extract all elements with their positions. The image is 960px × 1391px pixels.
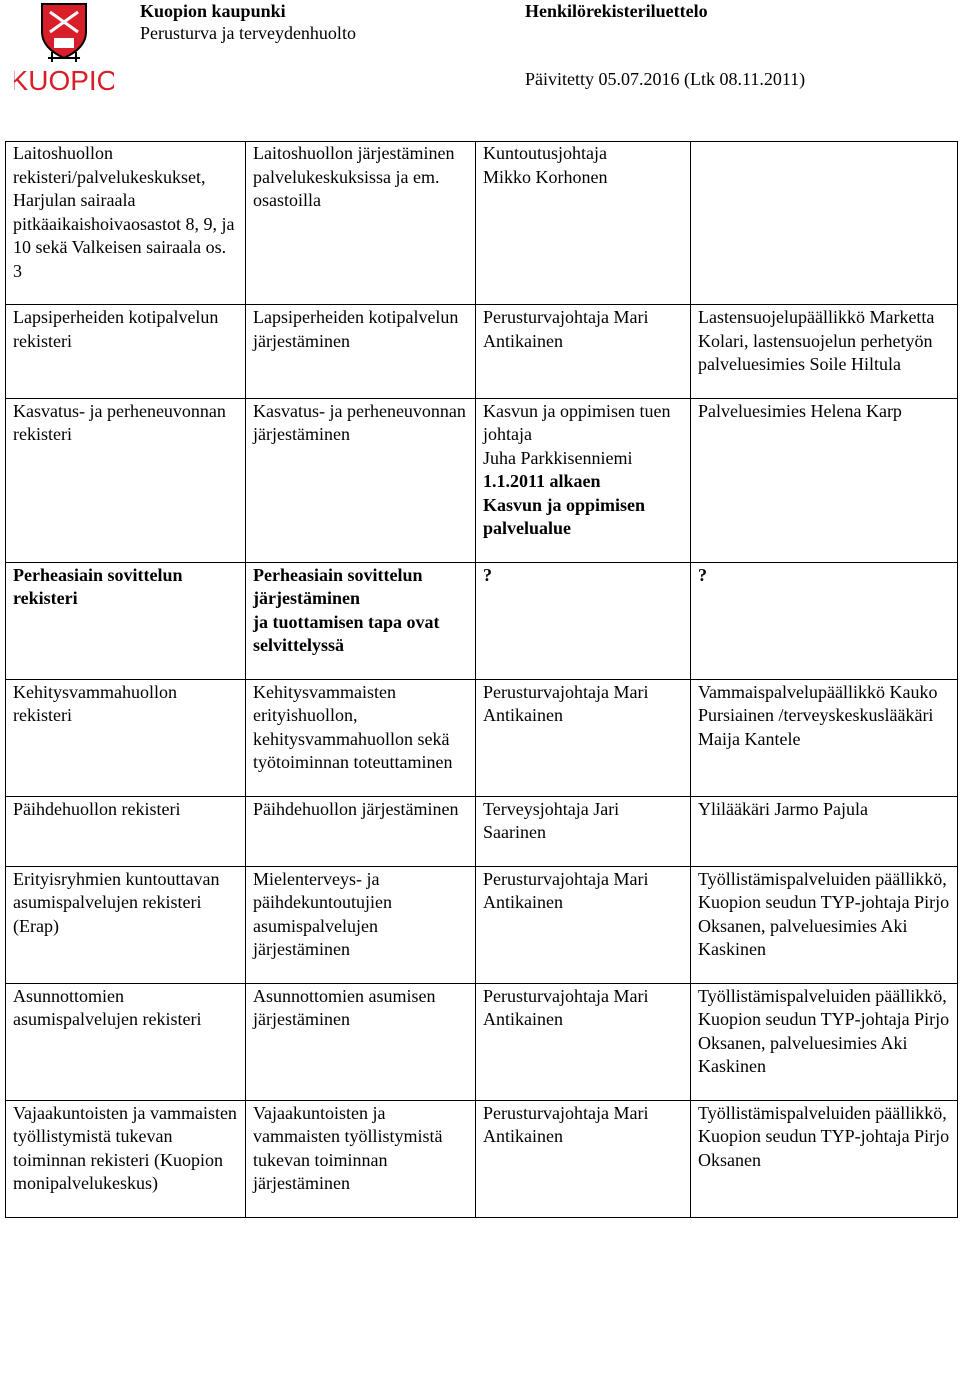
controller-cell (476, 796, 691, 866)
purpose-cell (246, 796, 476, 866)
kuopio-coat-of-arms-icon (14, 2, 114, 94)
table-row (6, 562, 958, 679)
register-cell-text: Kasvatus- ja perheneuvonnan rekisteri (13, 400, 226, 444)
controller-cell (476, 679, 691, 796)
purpose-cell-text: Vajaakuntoisten ja vammaisten työllistymistä tukevan toiminnan järjestäminen (253, 1102, 443, 1193)
contact-cell-text: ? (698, 564, 707, 585)
purpose-cell-text: Laitoshuollon järjestäminen palvelukeskuksissa ja em. osastoilla (253, 143, 455, 210)
register-cell (6, 562, 246, 679)
register-cell (6, 398, 246, 562)
purpose-cell-text: Mielenterveys- ja päihdekuntoutujien asumispalvelujen järjestäminen (253, 868, 392, 959)
contact-cell (691, 679, 958, 796)
table-row (6, 398, 958, 562)
register-cell-text: Vajaakuntoisten ja vammaisten työllistymistä tukevan toiminnan rekisteri (Kuopion monipalvelukeskus) (13, 1102, 237, 1193)
controller-cell-text: Terveysjohtaja Jari Saarinen (483, 798, 620, 842)
contact-cell-text: Ylilääkäri Jarmo Pajula (698, 798, 868, 819)
register-cell (6, 1100, 246, 1217)
purpose-cell-text: Lapsiperheiden kotipalvelun järjestäminen (253, 307, 459, 351)
controller-cell (476, 983, 691, 1100)
logo-text: KUOPIO (14, 65, 114, 94)
controller-cell-text: Kasvun ja oppimisen tuen johtaja Juha Parkkisenniemi (483, 400, 671, 468)
controller-cell (476, 142, 691, 305)
register-cell-text: Perheasiain sovittelun rekisteri (13, 564, 183, 608)
contact-cell (691, 983, 958, 1100)
controller-cell (476, 562, 691, 679)
contact-cell-text: Lastensuojelupäällikkö Marketta Kolari, lastensuojelun perhetyön palveluesimies Soile Hiltula (698, 307, 935, 374)
purpose-cell (246, 679, 476, 796)
register-cell-text: Lapsiperheiden kotipalvelun rekisteri (13, 307, 219, 351)
contact-cell (691, 562, 958, 679)
table-row (6, 1100, 958, 1217)
purpose-cell-text: Kasvatus- ja perheneuvonnan järjestäminen (253, 400, 466, 444)
contact-cell (691, 398, 958, 562)
register-cell (6, 983, 246, 1100)
contact-cell (691, 1100, 958, 1217)
contact-cell-text: Palveluesimies Helena Karp (698, 400, 902, 421)
controller-cell (476, 398, 691, 562)
purpose-cell (246, 305, 476, 399)
register-cell (6, 796, 246, 866)
register-cell-text: Laitoshuollon rekisteri/palvelukeskukset, Harjulan sairaala pitkäaikaishoivaosastot 8, 9, ja 10 sekä Valkeisen sairaala os. 3 (13, 143, 235, 281)
purpose-cell (246, 398, 476, 562)
contact-cell-text: Vammaispalvelupäällikkö Kauko Pursiainen /terveyskeskuslääkäri Maija Kantele (698, 681, 938, 749)
purpose-cell (246, 866, 476, 983)
purpose-cell-text: Kehitysvammaisten erityishuollon, kehitysvammahuollon sekä työtoiminnan toteuttaminen (253, 681, 453, 772)
controller-note: 1.1.2011 alkaen Kasvun ja oppimisen palvelualue (483, 471, 646, 538)
table-row (6, 305, 958, 399)
purpose-cell-text: Perheasiain sovittelun järjestäminen ja tuottamisen tapa ovat selvittelyssä (253, 564, 440, 655)
contact-cell (691, 142, 958, 305)
updated-date: Päivitetty 05.07.2016 (Ltk 08.11.2011) (525, 69, 806, 89)
purpose-cell-text: Asunnottomien asumisen järjestäminen (253, 985, 436, 1029)
register-cell (6, 305, 246, 399)
contact-cell (691, 796, 958, 866)
contact-cell-text: Työllistämispalveluiden päällikkö, Kuopion seudun TYP-johtaja Pirjo Oksanen, palveluesimies Aki Kaskinen (698, 985, 950, 1076)
purpose-cell-text: Päihdehuollon järjestäminen (253, 798, 459, 819)
controller-cell-text: Kuntoutusjohtaja Mikko Korhonen (483, 143, 608, 187)
register-cell-text: Asunnottomien asumispalvelujen rekisteri (13, 985, 202, 1029)
table-row (6, 866, 958, 983)
register-cell (6, 679, 246, 796)
contact-cell (691, 305, 958, 399)
purpose-cell (246, 983, 476, 1100)
controller-cell-text: Perusturvajohtaja Mari Antikainen (483, 307, 649, 351)
purpose-cell (246, 1100, 476, 1217)
controller-cell (476, 305, 691, 399)
controller-cell (476, 1100, 691, 1217)
register-cell (6, 866, 246, 983)
organization-name: Kuopion kaupunki (140, 1, 286, 21)
contact-cell-text: Työllistämispalveluiden päällikkö, Kuopion seudun TYP-johtaja Pirjo Oksanen (698, 1102, 950, 1170)
department-name: Perusturva ja terveydenhuolto (140, 23, 356, 43)
purpose-cell (246, 142, 476, 305)
table-row (6, 983, 958, 1100)
register-table (5, 141, 958, 1218)
table-row (6, 796, 958, 866)
register-cell-text: Päihdehuollon rekisteri (13, 798, 181, 819)
register-cell (6, 142, 246, 305)
document-title: Henkilörekisteriluettelo (525, 1, 708, 21)
table-row (6, 679, 958, 796)
register-cell-text: Erityisryhmien kuntouttavan asumispalvelujen rekisteri (Erap) (13, 868, 220, 936)
kuopio-logo (14, 2, 114, 94)
contact-cell-text: Työllistämispalveluiden päällikkö, Kuopion seudun TYP-johtaja Pirjo Oksanen, palveluesimies Aki Kaskinen (698, 868, 950, 959)
purpose-cell (246, 562, 476, 679)
controller-cell-text: Perusturvajohtaja Mari Antikainen (483, 681, 649, 725)
controller-cell-text: ? (483, 564, 492, 585)
table-row (6, 142, 958, 305)
controller-cell-text: Perusturvajohtaja Mari Antikainen (483, 1102, 649, 1146)
register-cell-text: Kehitysvammahuollon rekisteri (13, 681, 177, 725)
contact-cell (691, 866, 958, 983)
controller-cell-text: Perusturvajohtaja Mari Antikainen (483, 985, 649, 1029)
controller-cell-text: Perusturvajohtaja Mari Antikainen (483, 868, 649, 912)
controller-cell (476, 866, 691, 983)
